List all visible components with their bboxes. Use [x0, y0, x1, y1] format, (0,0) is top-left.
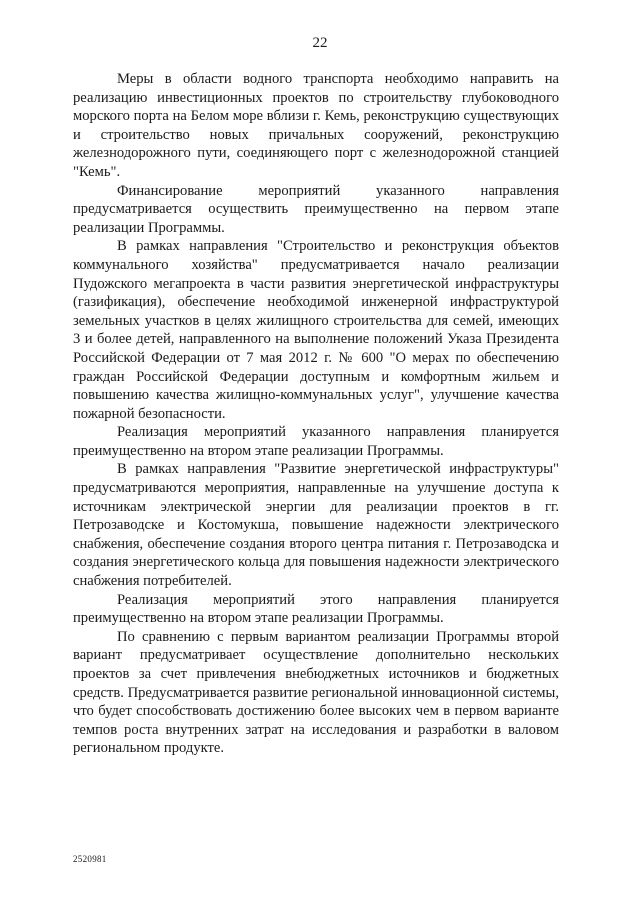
- paragraph-second-variant: По сравнению с первым вариантом реализации Программы второй вариант предусматривает осуществление дополнительно нескольких проектов за счет привлечения внебюджетных источников и бюджетных средств. Предусматривается развитие региональной инновационной системы, что будет способствовать достижению более высоких чем в первом варианте темпов роста внутренних затрат на исследования и разработки в валовом региональном продукте.: [73, 628, 559, 757]
- document-code: 2520981: [73, 854, 107, 864]
- paragraph-communal-infrastructure: В рамках направления "Строительство и реконструкция объектов коммунального хозяйства" предусматривается начало реализации Пудожского мегапроекта в части развития энергетической инфраструктуры (газификация), обеспечение необходимой инженерной инфраструктурой земельных участков в целях жилищного строительства для семей, имеющих 3 и более детей, направленного на выполнение положений Указа Президента Российской Федерации от 7 мая 2012 г. № 600 "О мерах по обеспечению граждан Российской Федерации доступным и комфортным жильем и повышению качества жилищно-коммунальных услуг", улучшение качества пожарной безопасности.: [73, 238, 559, 422]
- page-number: 22: [312, 35, 328, 51]
- paragraph-implementation-second-stage: Реализация мероприятий указанного направления планируется преимущественно на втором этапе реализации Программы.: [73, 424, 559, 459]
- paragraph-financing-first-stage: Финансирование мероприятий указанного направления предусматривается осуществить преимущественно на первом этапе реализации Программы.: [73, 182, 559, 236]
- paragraph-energy-infrastructure: В рамках направления "Развитие энергетической инфраструктуры" предусматриваются мероприятия, направленные на улучшение доступа к источникам электрической энергии для реализации проектов в гг. Петрозаводске и Костомукша, повышение надежности электрического снабжения, обеспечение создания второго центра питания г. Петрозаводска и создания энергетического кольца для повышения надежности электрического снабжения потребителей.: [73, 461, 559, 590]
- document-body: [73, 70, 559, 758]
- paragraph-implementation-second-stage-2: Реализация мероприятий этого направления планируется преимущественно на втором этапе реализации Программы.: [73, 591, 559, 627]
- paragraph-water-transport: Меры в области водного транспорта необходимо направить на реализацию инвестиционных проектов по строительству глубоководного морского порта на Белом море вблизи г. Кемь, реконструкцию существующих и строительство новых причальных сооружений, реконструкцию железнодорожного пути, соединяющего порт с железнодорожной станцией "Кемь".: [73, 71, 559, 180]
